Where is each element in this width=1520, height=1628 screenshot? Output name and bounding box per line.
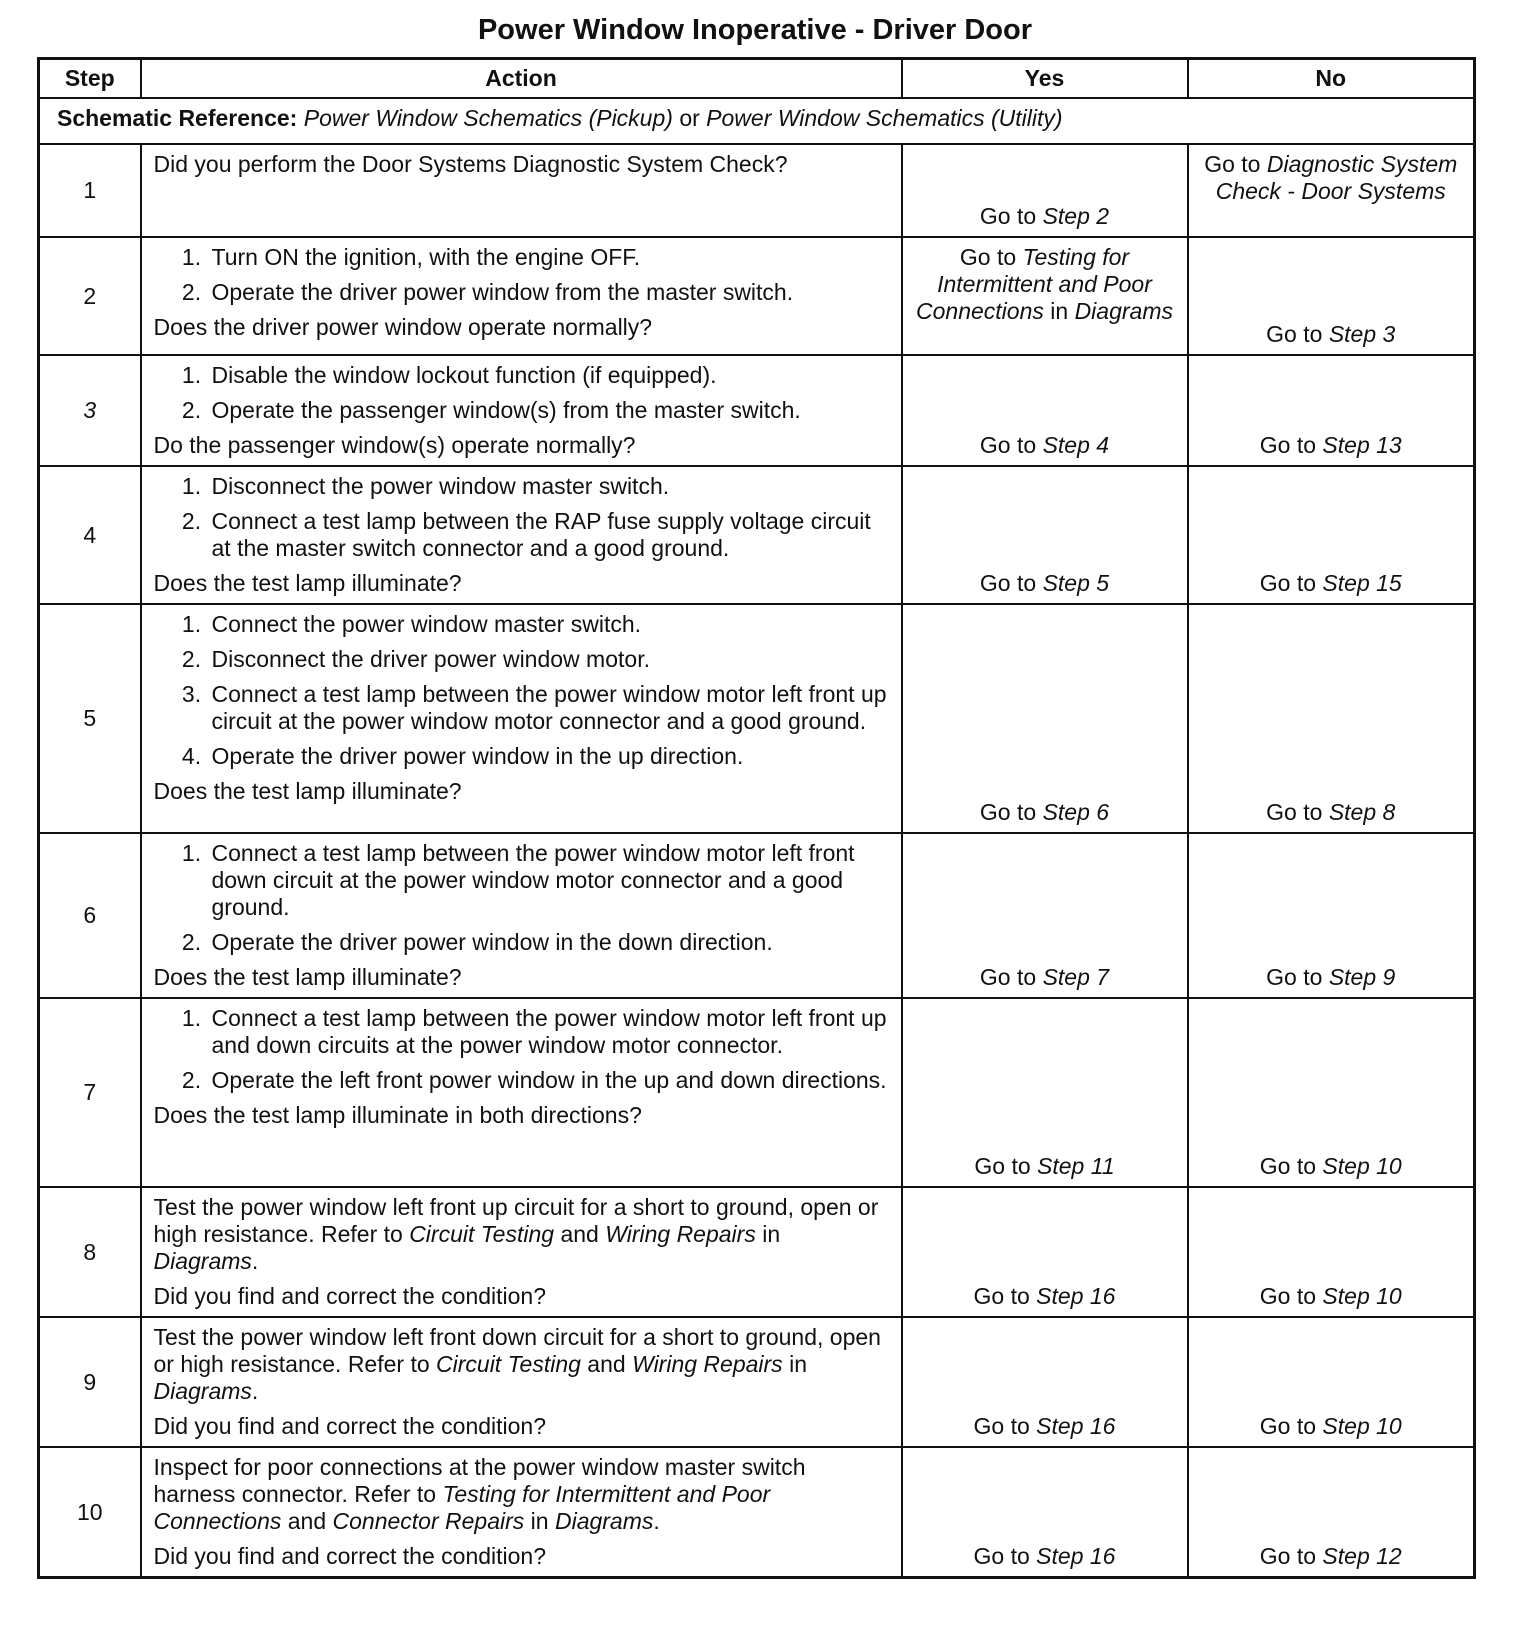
column-header-no: No xyxy=(1188,59,1475,99)
action-question: Does the test lamp illuminate? xyxy=(153,964,462,990)
yes-cell xyxy=(902,1447,1188,1578)
schematic-link-pickup[interactable]: Power Window Schematics (Pickup) xyxy=(303,105,673,131)
action-question: Does the test lamp illuminate? xyxy=(153,570,462,596)
yes-prefix: Go to xyxy=(979,570,1037,596)
action-question: Did you find and correct the condition? xyxy=(153,1413,547,1439)
no-cell xyxy=(1188,833,1475,998)
yes-link[interactable]: Step 2 xyxy=(1042,203,1110,229)
yes-prefix: Go to xyxy=(979,964,1037,990)
schematic-reference-row xyxy=(39,98,1475,144)
yes-link[interactable]: Step 6 xyxy=(1042,799,1110,825)
no-link[interactable]: Step 10 xyxy=(1322,1153,1402,1179)
no-prefix: Go to xyxy=(1259,1153,1317,1179)
no-link[interactable]: Step 8 xyxy=(1328,799,1396,825)
no-prefix: Go to xyxy=(1259,1283,1317,1309)
step-number: 8 xyxy=(39,1187,141,1317)
step-number: 6 xyxy=(39,833,141,998)
no-cell xyxy=(1188,998,1475,1187)
step-number: 5 xyxy=(39,604,141,833)
action-question: Does the driver power window operate normally? xyxy=(153,314,653,340)
table-row xyxy=(39,466,1475,604)
link-circuit-testing[interactable]: Circuit Testing xyxy=(436,1351,581,1377)
action-paragraph xyxy=(154,1324,891,1405)
substep: 1. Turn ON the ignition, with the engine OFF. xyxy=(208,244,891,271)
step-number: 7 xyxy=(39,998,141,1187)
action-cell xyxy=(141,1447,902,1578)
text: Test the power window left front down circuit for a short to ground, open or high resistance. Refer to xyxy=(153,1324,881,1377)
substep-list xyxy=(154,1005,891,1094)
step-number: 2 xyxy=(39,237,141,355)
link-circuit-testing[interactable]: Circuit Testing xyxy=(409,1221,555,1247)
no-cell xyxy=(1188,1317,1475,1447)
substep-list xyxy=(154,611,891,770)
yes-prefix: Go to xyxy=(979,799,1037,825)
yes-cell xyxy=(902,833,1188,998)
no-link[interactable]: Step 9 xyxy=(1328,964,1396,990)
yes-link[interactable]: Step 7 xyxy=(1042,964,1110,990)
text: in xyxy=(524,1508,555,1534)
no-link[interactable]: Step 10 xyxy=(1322,1413,1402,1439)
yes-cell xyxy=(902,355,1188,466)
table-row xyxy=(39,144,1475,237)
yes-cell xyxy=(902,237,1188,355)
action-cell xyxy=(141,604,902,833)
schematic-reference-label: Schematic Reference: xyxy=(57,105,298,131)
table-row xyxy=(39,998,1475,1187)
column-header-step: Step xyxy=(39,59,141,99)
yes-link[interactable]: Step 16 xyxy=(1036,1543,1116,1569)
yes-cell xyxy=(902,998,1188,1187)
action-question: Did you find and correct the condition? xyxy=(153,1283,547,1309)
action-cell xyxy=(141,466,902,604)
yes-link-diagrams[interactable]: Diagrams xyxy=(1074,298,1173,324)
yes-link[interactable]: Testing for Intermittent and Poor Connections xyxy=(916,244,1152,324)
substep: 2. Operate the driver power window from the master switch. xyxy=(208,279,891,306)
text: . xyxy=(653,1508,660,1534)
text: and xyxy=(281,1508,333,1534)
no-prefix: Go to xyxy=(1259,570,1317,596)
substep: 3. Connect a test lamp between the power window motor left front up circuit at the power window motor connector and a good ground. xyxy=(208,681,891,735)
no-prefix: Go to xyxy=(1259,1413,1317,1439)
substep: 1. Connect a test lamp between the power window motor left front down circuit at the power window motor connector and a good ground. xyxy=(208,840,891,921)
yes-prefix: Go to xyxy=(959,244,1017,270)
yes-prefix: Go to xyxy=(974,1153,1031,1179)
link-diagrams[interactable]: Diagrams xyxy=(554,1508,654,1534)
text: . xyxy=(251,1248,259,1274)
yes-prefix: Go to xyxy=(973,1283,1030,1309)
text: in xyxy=(755,1221,781,1247)
action-question: Does the test lamp illuminate? xyxy=(153,778,462,804)
no-prefix: Go to xyxy=(1266,321,1323,347)
substep: 2. Operate the left front power window in the up and down directions. xyxy=(208,1067,891,1094)
table-row xyxy=(39,355,1475,466)
schematic-reference xyxy=(39,98,1475,144)
substep: 1. Connect the power window master switch. xyxy=(208,611,891,638)
no-prefix: Go to xyxy=(1204,151,1261,177)
no-link[interactable]: Step 13 xyxy=(1322,432,1402,458)
link-testing-intermittent[interactable]: Testing for Intermittent and Poor Connections xyxy=(153,1481,771,1534)
yes-link[interactable]: Step 16 xyxy=(1036,1413,1116,1439)
no-cell xyxy=(1188,604,1475,833)
action-question: Do the passenger window(s) operate normally? xyxy=(153,432,636,458)
yes-link[interactable]: Step 5 xyxy=(1042,570,1110,596)
action-question: Did you find and correct the condition? xyxy=(153,1543,547,1569)
substep-list xyxy=(154,840,891,956)
yes-cell xyxy=(902,144,1188,237)
no-cell xyxy=(1188,1187,1475,1317)
substep: 1. Connect a test lamp between the power window motor left front up and down circuits at the power window motor connector. xyxy=(208,1005,891,1059)
yes-link[interactable]: Step 11 xyxy=(1037,1153,1115,1179)
action-cell xyxy=(141,355,902,466)
no-prefix: Go to xyxy=(1266,964,1323,990)
action-cell xyxy=(141,1187,902,1317)
text: and xyxy=(554,1221,606,1247)
yes-prefix: Go to xyxy=(979,203,1037,229)
no-link[interactable]: Step 12 xyxy=(1322,1543,1402,1569)
text: Test the power window left front up circuit for a short to ground, open or high resistance. Refer to xyxy=(153,1194,879,1247)
link-wiring-repairs[interactable]: Wiring Repairs xyxy=(605,1221,756,1247)
column-header-action: Action xyxy=(141,59,902,99)
yes-prefix: Go to xyxy=(973,1413,1030,1439)
text: in xyxy=(782,1351,807,1377)
substep-list xyxy=(154,473,891,562)
no-prefix: Go to xyxy=(1266,799,1323,825)
action-question: Did you perform the Door Systems Diagnostic System Check? xyxy=(153,151,788,177)
action-cell xyxy=(141,144,902,237)
diagnostic-table xyxy=(37,57,1476,1579)
action-cell xyxy=(141,833,902,998)
step-number: 10 xyxy=(39,1447,141,1578)
step-number: 4 xyxy=(39,466,141,604)
yes-cell xyxy=(902,466,1188,604)
yes-prefix: Go to xyxy=(973,1543,1030,1569)
substep: 2. Operate the driver power window in the down direction. xyxy=(208,929,891,956)
table-row xyxy=(39,1447,1475,1578)
yes-link[interactable]: Step 16 xyxy=(1036,1283,1116,1309)
substep: 1. Disable the window lockout function (if equipped). xyxy=(208,362,891,389)
page-title: Power Window Inoperative - Driver Door xyxy=(477,14,1033,46)
no-prefix: Go to xyxy=(1259,432,1317,458)
substep: 2. Disconnect the driver power window motor. xyxy=(208,646,891,673)
substep: 4. Operate the driver power window in the up direction. xyxy=(208,743,891,770)
table-row xyxy=(39,237,1475,355)
action-question: Does the test lamp illuminate in both directions? xyxy=(153,1102,642,1128)
no-cell xyxy=(1188,355,1475,466)
link-connector-repairs[interactable]: Connector Repairs xyxy=(332,1508,525,1534)
table-row xyxy=(39,1317,1475,1447)
yes-cell xyxy=(902,1317,1188,1447)
step-number: 9 xyxy=(39,1317,141,1447)
substep-list xyxy=(154,362,891,424)
yes-cell xyxy=(902,604,1188,833)
substep-list xyxy=(154,244,891,306)
no-cell xyxy=(1188,466,1475,604)
text: . xyxy=(251,1378,259,1404)
table-row xyxy=(39,604,1475,833)
substep: 2. Operate the passenger window(s) from the master switch. xyxy=(208,397,891,424)
schematic-joiner: or xyxy=(679,105,700,131)
table-row xyxy=(39,1187,1475,1317)
no-link[interactable]: Step 15 xyxy=(1322,570,1402,596)
column-header-yes: Yes xyxy=(902,59,1188,99)
no-cell xyxy=(1188,1447,1475,1578)
action-paragraph xyxy=(154,1194,891,1275)
action-cell xyxy=(141,998,902,1187)
step-number: 1 xyxy=(39,144,141,237)
text: and xyxy=(580,1351,633,1377)
no-cell xyxy=(1188,144,1475,237)
yes-prefix: Go to xyxy=(979,432,1037,458)
action-cell xyxy=(141,237,902,355)
link-wiring-repairs[interactable]: Wiring Repairs xyxy=(632,1351,783,1377)
action-paragraph xyxy=(154,1454,891,1535)
yes-cell xyxy=(902,1187,1188,1317)
link-diagrams[interactable]: Diagrams xyxy=(153,1248,252,1274)
substep: 2. Connect a test lamp between the RAP fuse supply voltage circuit at the master switch connector and a good ground. xyxy=(208,508,891,562)
step-number: 3 xyxy=(39,355,141,466)
schematic-link-utility[interactable]: Power Window Schematics (Utility) xyxy=(706,105,1063,131)
action-cell xyxy=(141,1317,902,1447)
substep: 1. Disconnect the power window master switch. xyxy=(208,473,891,500)
table-header-row xyxy=(39,59,1475,99)
no-link[interactable]: Step 3 xyxy=(1328,321,1396,347)
table-row xyxy=(39,833,1475,998)
yes-link[interactable]: Step 4 xyxy=(1042,432,1110,458)
link-diagrams[interactable]: Diagrams xyxy=(153,1378,252,1404)
yes-suffix: in xyxy=(1050,298,1069,324)
no-cell xyxy=(1188,237,1475,355)
no-prefix: Go to xyxy=(1259,1543,1317,1569)
no-link[interactable]: Step 10 xyxy=(1322,1283,1402,1309)
text: Inspect for poor connections at the power window master switch harness connector. Refer to xyxy=(153,1454,806,1507)
no-link[interactable]: Diagnostic System Check - Door Systems xyxy=(1215,151,1458,204)
